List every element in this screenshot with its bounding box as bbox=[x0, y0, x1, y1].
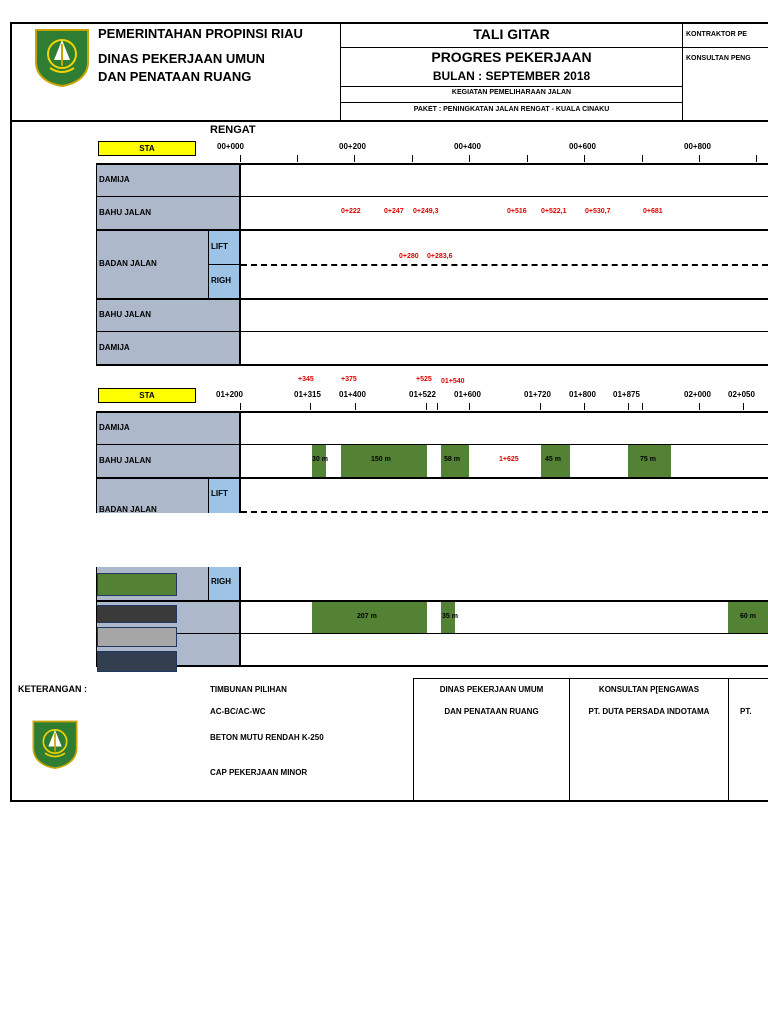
axis-tick bbox=[642, 403, 643, 410]
column-border bbox=[239, 411, 241, 513]
row-border bbox=[96, 196, 768, 197]
signature-konsultan-line2: PT. DUTA PERSADA INDOTAMA bbox=[588, 707, 710, 716]
axis-tick bbox=[240, 403, 241, 410]
row-border bbox=[96, 298, 768, 300]
row-border bbox=[96, 633, 768, 634]
page-left-border bbox=[10, 566, 12, 802]
axis-tick bbox=[412, 155, 413, 162]
axis-tick bbox=[426, 403, 427, 410]
station-marker: 0+247 bbox=[384, 208, 404, 215]
axis-tick bbox=[469, 403, 470, 410]
station-label: 00+200 bbox=[339, 142, 366, 151]
signature-konsultan-line1: KONSULTAN P[ENGAWAS bbox=[598, 685, 700, 694]
station-marker: 0+516 bbox=[507, 208, 527, 215]
segment-label: 75 m bbox=[640, 456, 656, 463]
signature-dinas-line2: DAN PENATAAN RUANG bbox=[444, 707, 539, 716]
row-label-badan-jalan: BADAN JALAN bbox=[99, 505, 157, 513]
riau-logo bbox=[30, 718, 80, 770]
header-divider-2 bbox=[682, 22, 683, 122]
row-label-badan-jalan: BADAN JALAN bbox=[99, 259, 157, 268]
sta-label-1: STA bbox=[98, 141, 196, 156]
activity-label: KEGIATAN PEMELIHARAAN JALAN bbox=[451, 89, 572, 96]
station-label: 02+000 bbox=[684, 390, 711, 399]
header-bottom-border bbox=[10, 120, 768, 122]
row-border bbox=[96, 331, 768, 332]
org-line-2: DINAS PEKERJAAN UMUN bbox=[98, 51, 265, 66]
station-label: 01+400 bbox=[339, 390, 366, 399]
legend-item: AC-BC/AC-WC bbox=[210, 707, 266, 716]
segment-label: 58 m bbox=[444, 456, 460, 463]
row-border bbox=[96, 477, 768, 479]
row-border bbox=[96, 364, 768, 366]
package-label: PAKET : PENINGKATAN JALAN RENGAT - KUALA CINAKU bbox=[413, 106, 610, 113]
month-label: BULAN : SEPTEMBER 2018 bbox=[432, 69, 591, 83]
segment-label: 60 m bbox=[740, 613, 756, 620]
legend-swatch-cap bbox=[97, 651, 177, 672]
station-marker: 0+522,1 bbox=[541, 208, 567, 215]
lane-label-lift: LIFT bbox=[211, 242, 228, 251]
consultant-label: KONSULTAN PENG bbox=[686, 55, 751, 62]
signature-top-border bbox=[413, 678, 768, 679]
legend-swatch-timbunan bbox=[97, 573, 177, 596]
sta-label-2: STA bbox=[98, 388, 196, 403]
column-border bbox=[239, 567, 241, 666]
legend-item: BETON MUTU RENDAH K-250 bbox=[210, 733, 324, 742]
row-label-bahu-jalan: BAHU JALAN bbox=[99, 310, 151, 319]
row-label-damija: DAMIJA bbox=[99, 343, 130, 352]
header-top-border bbox=[10, 22, 768, 24]
axis-tick bbox=[469, 155, 470, 162]
column-border bbox=[208, 567, 209, 600]
column-border bbox=[96, 411, 97, 513]
axis-tick bbox=[297, 155, 298, 162]
station-marker: 0+530,7 bbox=[585, 208, 611, 215]
segment-label: 207 m bbox=[357, 613, 377, 620]
origin-label: RENGAT bbox=[210, 124, 256, 136]
lane-label-righ: RIGH bbox=[211, 577, 231, 586]
legend-swatch-beton bbox=[97, 627, 177, 647]
axis-tick bbox=[527, 155, 528, 162]
segment-label: 35 m bbox=[442, 613, 458, 620]
row-border bbox=[96, 163, 768, 165]
signature-divider bbox=[413, 678, 414, 802]
lane-label-righ: RIGH bbox=[211, 276, 231, 285]
lane-label-lift: LIFT bbox=[211, 489, 228, 498]
row-border bbox=[96, 229, 768, 231]
axis-tick bbox=[310, 403, 311, 410]
station-marker: 0+280 bbox=[399, 253, 419, 260]
axis-tick bbox=[355, 403, 356, 410]
axis-tick bbox=[628, 403, 629, 410]
legend-title: KETERANGAN : bbox=[18, 684, 87, 694]
signature-dinas-line1: DINAS PEKERJAAN UMUM bbox=[439, 685, 544, 694]
segment-label: 30 m bbox=[312, 456, 328, 463]
row-label-bahu-jalan: BAHU JALAN bbox=[99, 208, 151, 217]
project-title: TALI GITAR bbox=[473, 26, 550, 42]
row-border bbox=[208, 264, 240, 265]
header-hline-2 bbox=[340, 86, 683, 87]
station-marker: 0+249,3 bbox=[413, 208, 439, 215]
axis-tick bbox=[584, 155, 585, 162]
page-bottom-border bbox=[10, 800, 768, 802]
row-border bbox=[96, 600, 768, 602]
station-marker: +345 bbox=[298, 376, 314, 383]
legend-swatch-ac bbox=[97, 605, 177, 623]
signature-divider bbox=[728, 678, 729, 802]
station-marker: 1+625 bbox=[499, 456, 519, 463]
axis-tick bbox=[240, 155, 241, 162]
station-label: 01+875 bbox=[613, 390, 640, 399]
header-hline-3 bbox=[340, 102, 683, 103]
row-label-bahu-jalan: BAHU JALAN bbox=[99, 456, 151, 465]
column-border bbox=[208, 231, 209, 299]
station-label: 01+200 bbox=[216, 390, 243, 399]
segment-label: 150 m bbox=[371, 456, 391, 463]
org-line-1: PEMERINTAHAN PROPINSI RIAU bbox=[98, 26, 303, 41]
axis-tick bbox=[437, 403, 438, 410]
station-marker: 01+540 bbox=[441, 378, 465, 385]
station-label: 01+600 bbox=[454, 390, 481, 399]
station-marker: 0+283,6 bbox=[427, 253, 453, 260]
station-marker: +375 bbox=[341, 376, 357, 383]
axis-tick bbox=[699, 155, 700, 162]
contractor-label: KONTRAKTOR PE bbox=[686, 31, 747, 38]
legend-item: TIMBUNAN PILIHAN bbox=[210, 685, 287, 694]
row-border bbox=[96, 411, 768, 413]
org-line-3: DAN PENATAAN RUANG bbox=[98, 69, 252, 84]
axis-tick bbox=[743, 403, 744, 410]
riau-logo bbox=[32, 26, 92, 88]
axis-tick bbox=[540, 403, 541, 410]
station-label: 01+315 bbox=[294, 390, 321, 399]
station-marker: +525 bbox=[416, 376, 432, 383]
row-border bbox=[96, 665, 768, 667]
station-label: 01+800 bbox=[569, 390, 596, 399]
station-marker: 0+681 bbox=[643, 208, 663, 215]
axis-tick bbox=[354, 155, 355, 162]
station-label: 00+800 bbox=[684, 142, 711, 151]
signature-pt-label: PT. bbox=[740, 707, 752, 716]
axis-tick bbox=[699, 403, 700, 410]
segment-label: 45 m bbox=[545, 456, 561, 463]
station-label: 01+720 bbox=[524, 390, 551, 399]
station-marker: 0+222 bbox=[341, 208, 361, 215]
centerline bbox=[241, 511, 768, 513]
legend-item: CAP PEKERJAAN MINOR bbox=[210, 768, 308, 777]
station-label: 00+600 bbox=[569, 142, 596, 151]
column-border bbox=[96, 163, 97, 365]
column-border bbox=[208, 478, 209, 513]
signature-divider bbox=[569, 678, 570, 802]
station-label: 01+522 bbox=[409, 390, 436, 399]
centerline bbox=[241, 264, 768, 266]
row-label-damija: DAMIJA bbox=[99, 175, 130, 184]
axis-tick bbox=[584, 403, 585, 410]
station-label: 02+050 bbox=[728, 390, 755, 399]
axis-tick bbox=[756, 155, 757, 162]
axis-tick bbox=[642, 155, 643, 162]
progress-title: PROGRES PEKERJAAN bbox=[431, 49, 592, 65]
row-label-damija: DAMIJA bbox=[99, 423, 130, 432]
header-hline-1 bbox=[340, 47, 768, 48]
station-label: 00+000 bbox=[217, 142, 244, 151]
station-label: 00+400 bbox=[454, 142, 481, 151]
